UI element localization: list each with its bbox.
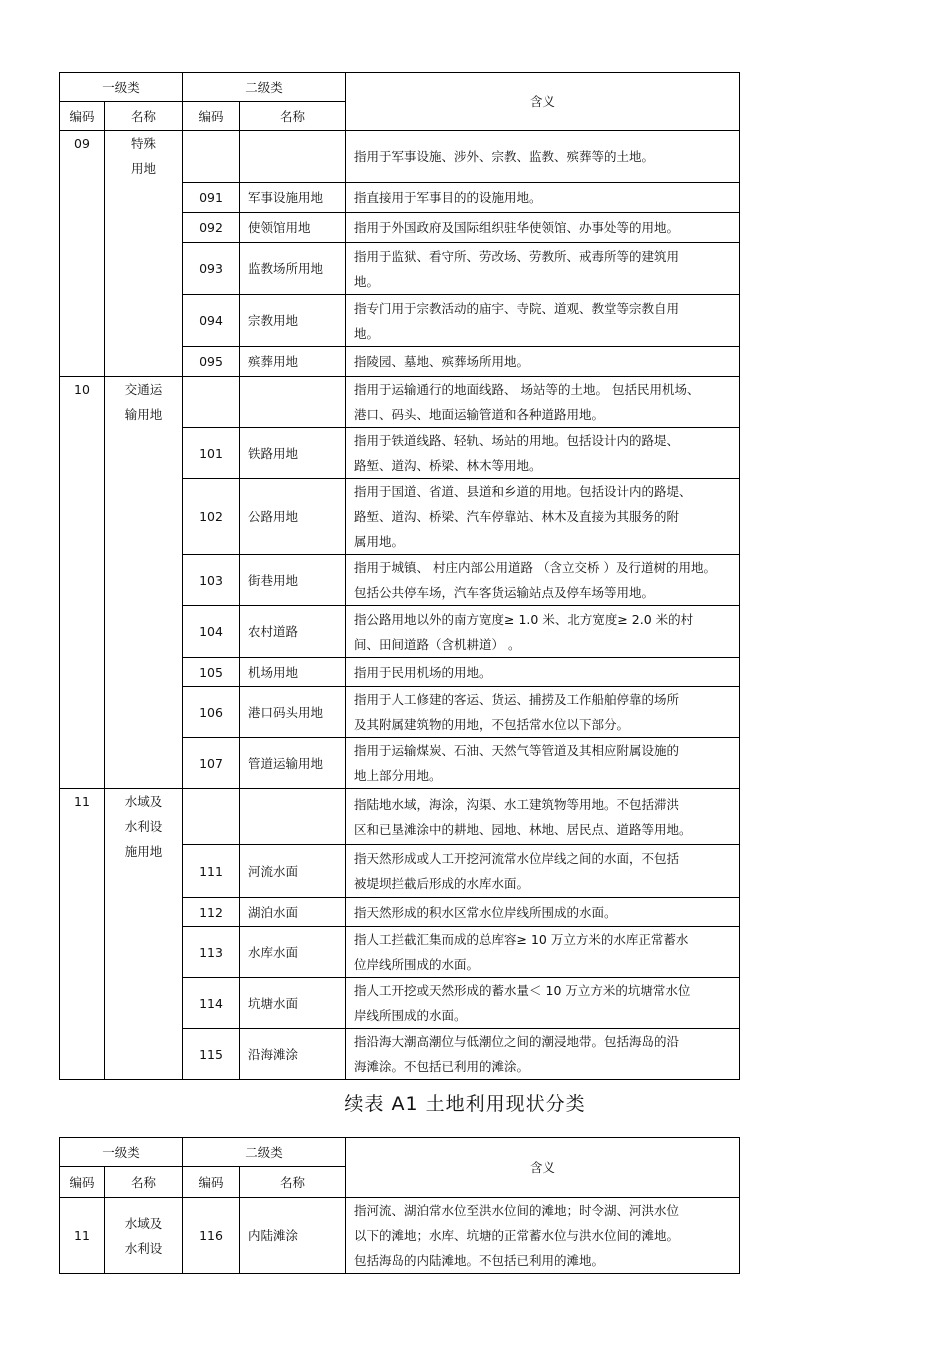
sub-desc: 指用于铁道线路、轻轨、场站的用地。包括设计内的路堤、 路堑、道沟、桥梁、林木等用地。: [346, 428, 740, 479]
sub-desc: 指天然形成的积水区常水位岸线所围成的水面。: [346, 898, 740, 927]
group-code: 11: [60, 789, 105, 1080]
header-level2: 二级类: [183, 1138, 346, 1167]
sub-desc: 指人工拦截汇集而成的总库容≥ 10 万立方米的水库正常蓄水 位岸线所围成的水面。: [346, 927, 740, 978]
sub-code: 091: [183, 183, 240, 213]
sub-name: 农村道路: [240, 606, 346, 658]
sub-name: 军事设施用地: [240, 183, 346, 213]
group-code: 10: [60, 377, 105, 789]
header-code-2: 编码: [183, 102, 240, 131]
header-level2: 二级类: [183, 73, 346, 102]
empty-cell: [240, 789, 346, 845]
header-name-1: 名称: [105, 102, 183, 131]
sub-name: 宗教用地: [240, 295, 346, 347]
sub-name: 沿海滩涂: [240, 1029, 346, 1080]
sub-name: 使领馆用地: [240, 213, 346, 243]
header-code-2: 编码: [183, 1167, 240, 1198]
sub-name: 水库水面: [240, 927, 346, 978]
table-row: [60, 131, 740, 183]
sub-name: 街巷用地: [240, 555, 346, 606]
header-meaning: 含义: [346, 73, 740, 131]
sub-code: 103: [183, 555, 240, 606]
sub-name: 湖泊水面: [240, 898, 346, 927]
empty-cell: [183, 789, 240, 845]
sub-desc: 指用于外国政府及国际组织驻华使领馆、办事处等的用地。: [346, 213, 740, 243]
header-name-2: 名称: [240, 1167, 346, 1198]
empty-cell: [240, 131, 346, 183]
sub-code: 114: [183, 978, 240, 1029]
sub-desc: 指直接用于军事目的的设施用地。: [346, 183, 740, 213]
sub-desc: 指陵园、墓地、殡葬场所用地。: [346, 347, 740, 377]
sub-name: 铁路用地: [240, 428, 346, 479]
sub-name: 河流水面: [240, 845, 346, 898]
sub-desc: 指用于监狱、看守所、劳改场、劳教所、戒毒所等的建筑用 地。: [346, 243, 740, 295]
sub-name: 港口码头用地: [240, 687, 346, 738]
sub-code: 115: [183, 1029, 240, 1080]
group-desc: 指用于军事设施、涉外、宗教、监教、殡葬等的土地。: [346, 131, 740, 183]
sub-desc: 指公路用地以外的南方宽度≥ 1.0 米、北方宽度≥ 2.0 米的村 间、田间道路（含机耕道） 。: [346, 606, 740, 658]
header-name-2: 名称: [240, 102, 346, 131]
sub-desc: 指用于运输煤炭、石油、天然气等管道及其相应附属设施的 地上部分用地。: [346, 738, 740, 789]
empty-cell: [183, 377, 240, 428]
header-code-1: 编码: [60, 102, 105, 131]
group-desc: 指陆地水域，海涂，沟渠、水工建筑物等用地。不包括滞洪 区和已垦滩涂中的耕地、园地、林地、居民点、道路等用地。: [346, 789, 740, 845]
header-row-1: [60, 73, 740, 102]
empty-cell: [183, 131, 240, 183]
group-name: 特殊 用地: [105, 131, 183, 377]
group-code: 11: [60, 1198, 105, 1274]
land-use-table-continued: [59, 1137, 740, 1274]
group-name: 水域及 水利设: [105, 1198, 183, 1274]
sub-name: 机场用地: [240, 658, 346, 687]
table-row: [60, 789, 740, 845]
sub-name: 管道运输用地: [240, 738, 346, 789]
sub-desc: 指天然形成或人工开挖河流常水位岸线之间的水面，不包括 被堤坝拦截后形成的水库水面。: [346, 845, 740, 898]
table-row: [60, 1198, 740, 1274]
sub-desc: 指人工开挖或天然形成的蓄水量＜ 10 万立方米的坑塘常水位 岸线所围成的水面。: [346, 978, 740, 1029]
sub-code: 113: [183, 927, 240, 978]
sub-name: 公路用地: [240, 479, 346, 555]
sub-desc: 指用于国道、省道、县道和乡道的用地。包括设计内的路堤、 路堑、道沟、桥梁、汽车停靠站、林木及直接为其服务的附 属用地。: [346, 479, 740, 555]
sub-name: 内陆滩涂: [240, 1198, 346, 1274]
group-code: 09: [60, 131, 105, 377]
sub-code: 095: [183, 347, 240, 377]
sub-desc: 指专门用于宗教活动的庙宇、寺院、道观、教堂等宗教自用 地。: [346, 295, 740, 347]
sub-desc: 指沿海大潮高潮位与低潮位之间的潮浸地带。包括海岛的沿 海滩涂。不包括已利用的滩涂。: [346, 1029, 740, 1080]
group-name: 水域及 水利设 施用地: [105, 789, 183, 1080]
group-desc: 指用于运输通行的地面线路、 场站等的土地。 包括民用机场、 港口、码头、地面运输管道和各种道路用地。: [346, 377, 740, 428]
sub-name: 殡葬用地: [240, 347, 346, 377]
header-meaning: 含义: [346, 1138, 740, 1198]
sub-code: 093: [183, 243, 240, 295]
sub-code: 116: [183, 1198, 240, 1274]
sub-code: 112: [183, 898, 240, 927]
sub-code: 104: [183, 606, 240, 658]
sub-code: 105: [183, 658, 240, 687]
sub-desc: 指河流、湖泊常水位至洪水位间的滩地；时令湖、河洪水位 以下的滩地；水库、坑塘的正常蓄水位与洪水位间的滩地。 包括海岛的内陆滩地。不包括已利用的滩地。: [346, 1198, 740, 1274]
sub-code: 101: [183, 428, 240, 479]
header-name-1: 名称: [105, 1167, 183, 1198]
sub-code: 102: [183, 479, 240, 555]
sub-code: 106: [183, 687, 240, 738]
header-code-1: 编码: [60, 1167, 105, 1198]
empty-cell: [240, 377, 346, 428]
table-caption: 续表 A1 土地利用现状分类: [344, 1093, 586, 1115]
header-level1: 一级类: [60, 1138, 183, 1167]
sub-code: 111: [183, 845, 240, 898]
sub-desc: 指用于民用机场的用地。: [346, 658, 740, 687]
sub-code: 094: [183, 295, 240, 347]
sub-code: 107: [183, 738, 240, 789]
sub-name: 监教场所用地: [240, 243, 346, 295]
group-name: 交通运 输用地: [105, 377, 183, 789]
sub-name: 坑塘水面: [240, 978, 346, 1029]
sub-desc: 指用于城镇、 村庄内部公用道路 （含立交桥 ）及行道树的用地。 包括公共停车场，汽车客货运输站点及停车场等用地。: [346, 555, 740, 606]
header-row-1: [60, 1138, 740, 1167]
land-use-table: [59, 72, 740, 1080]
sub-code: 092: [183, 213, 240, 243]
header-level1: 一级类: [60, 73, 183, 102]
sub-desc: 指用于人工修建的客运、货运、捕捞及工作船舶停靠的场所 及其附属建筑物的用地，不包括常水位以下部分。: [346, 687, 740, 738]
table-row: [60, 377, 740, 428]
